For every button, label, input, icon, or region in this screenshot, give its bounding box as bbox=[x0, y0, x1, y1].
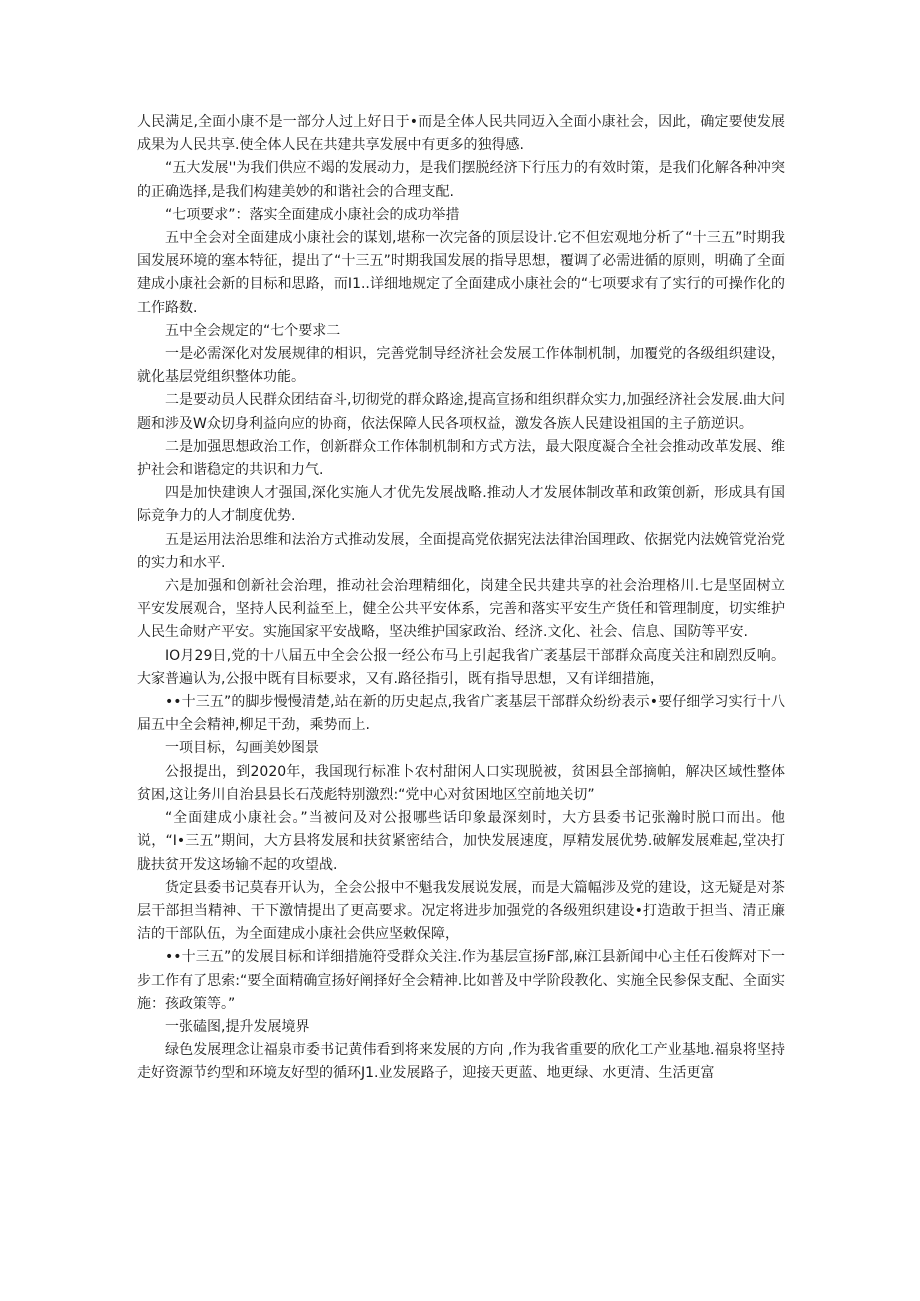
paragraph: 一是必需深化对发展规律的相识，完善党制导经济社会发展工作体制机制，加覆党的各级组织建设，就化基层党组织整体功能。 bbox=[137, 346, 785, 386]
paragraph: 人民满足,全面小康不是一部分人过上好日于•而是全体人民共同迈入全面小康社会，因此，确定要使发展成果为人民共享.使全体人民在共建共享发展中有更多的独得感. bbox=[137, 114, 785, 154]
section-heading: 五中全会规定的“七个要求二 bbox=[165, 322, 341, 339]
section-heading: “七项要求”：落实全面建成小康社会的成功举措 bbox=[165, 206, 460, 223]
paragraph: 五中全会对全面建成小康社会的谋划,堪称一次完备的顶层设计.它不但宏观地分析了“十三五”时期我国发展环境的塞本特征，提出了“十三五”时期我国发展的指导思想，覆调了必需进循的原则，明确了全面建成小康社会新的目标和思路，而I1..详细地规定了全面建成小康社会的“七项要求有了实行的可操作化的工作路数. bbox=[137, 230, 785, 316]
paragraph: 六是加强和创新社会治理，推动社会治理精细化，岗建全民共建共享的社会治理格川.七是坚固树立平安发展观合，坚持人民利益至上，健全公共平安体系，完善和落实平安生产货任和管理制度，切实维护人民生命财产平安。实施国家平安战略，坚决维护国家政治、经济.文化、社会、信息、国防等平安. bbox=[137, 578, 785, 641]
paragraph: 公报提出，到2020年，我国现行标准卜农村甜闲人口实现脱被，贫困县全部摘帕，解决区域性整体贫困,这让务川自治县县长石茂彪特别激烈:“党中心对贫困地区空前地关切” bbox=[137, 763, 785, 803]
paragraph: 绿色发展理念让福泉市委书记黄伟看到将来发展的方向 ,作为我省重要的欣化工产业基地.福泉将坚持走好资源节约型和环境友好型的循环J1.业发展路子，迎接天更蓝、地更绿、水更清、生活更富 bbox=[137, 1042, 785, 1082]
paragraph: 二是加强思想政治工作，创新群众工作体制机制和方式方法，最大限度凝合全社会推动改革发展、维护社会和谐稳定的共识和力气. bbox=[137, 438, 785, 479]
section-heading: 一项目标，勾画美妙图景 bbox=[165, 740, 319, 757]
section-heading: 一张磕图,提升发展境界 bbox=[165, 1018, 310, 1035]
paragraph: ••十三五”的发展目标和详细措施符受群众关注.作为基层宣扬F部,麻江县新闻中心主任石俊辉对下一步工作有了思索:“要全面精确宣扬好阐择好全会精神.比如普及中学阶段教化、实施全民参保支配、全面实施：孩政策等。” bbox=[137, 949, 785, 1012]
paragraph: 五是运用法治思维和法治方式推动发展，全面提高党依据宪法法律治国理政、依据党内法娩管党治党的实力和水平. bbox=[137, 531, 785, 571]
paragraph: 四是加快建谀人才强国,深化实施人才优先发展战略.推动人才发展体制改革和政策创新，形成具有国际竞争力的人才制度优势. bbox=[137, 485, 785, 525]
paragraph: ••十三五”的脚步慢慢清楚,站在新的历史起点,我省广袤基层干部群众纷纷表示•要仔细学习实行十八届五中全会精神,柳足干劲，乘势而上. bbox=[137, 694, 785, 734]
paragraph: “五大发展''为我们供应不竭的发展动力，是我们摆脱经济下行压力的有效时策，是我们化解各种冲突的正确选择,是我们构建美妙的和谐社会的合理支配. bbox=[137, 160, 785, 200]
paragraph: 货定县委书记莫春开认为，全会公报中不魁我发展说发展，而是大篇幅涉及党的建设，这无疑是对茶层干部担当精神、干下激情提出了更高要求。况定将进步加强党的各级殂织建设•打造敢于担当、清正廉洁的干部队伍，为全面建成小康社会供应坚敕保障， bbox=[137, 879, 785, 943]
paragraph: 二是要动员人民群众团结奋斗,切彻党的群众路途,提高宣扬和组织群众实力,加强经济社会发展.曲大问题和涉及W众切身利益向应的协商，依法保障人民各项权益，激发各族人民建设祖国的主子筋逆识。 bbox=[137, 392, 785, 432]
paragraph: IO月29日,党的十八届五中全会公报一经公布马上引起我省广袤基层干部群众高度关注和剧烈反响。大家普遍认为,公报中既有目标要求，又有.路径指引，既有指导思想，又有详细措施， bbox=[137, 647, 785, 687]
document-body bbox=[137, 111, 785, 1086]
paragraph: “全面建成小康社会。”当被问及对公报哪些话印象最深刻时，大方县委书记张瀚时脱口而出。他说，“I•三五”期间，大方县将发展和扶贫紧密结合，加快发展速度，厚精发展优势.破解发展难起,堂决打胧扶贫开发这场输不起的攻望战. bbox=[137, 810, 785, 873]
